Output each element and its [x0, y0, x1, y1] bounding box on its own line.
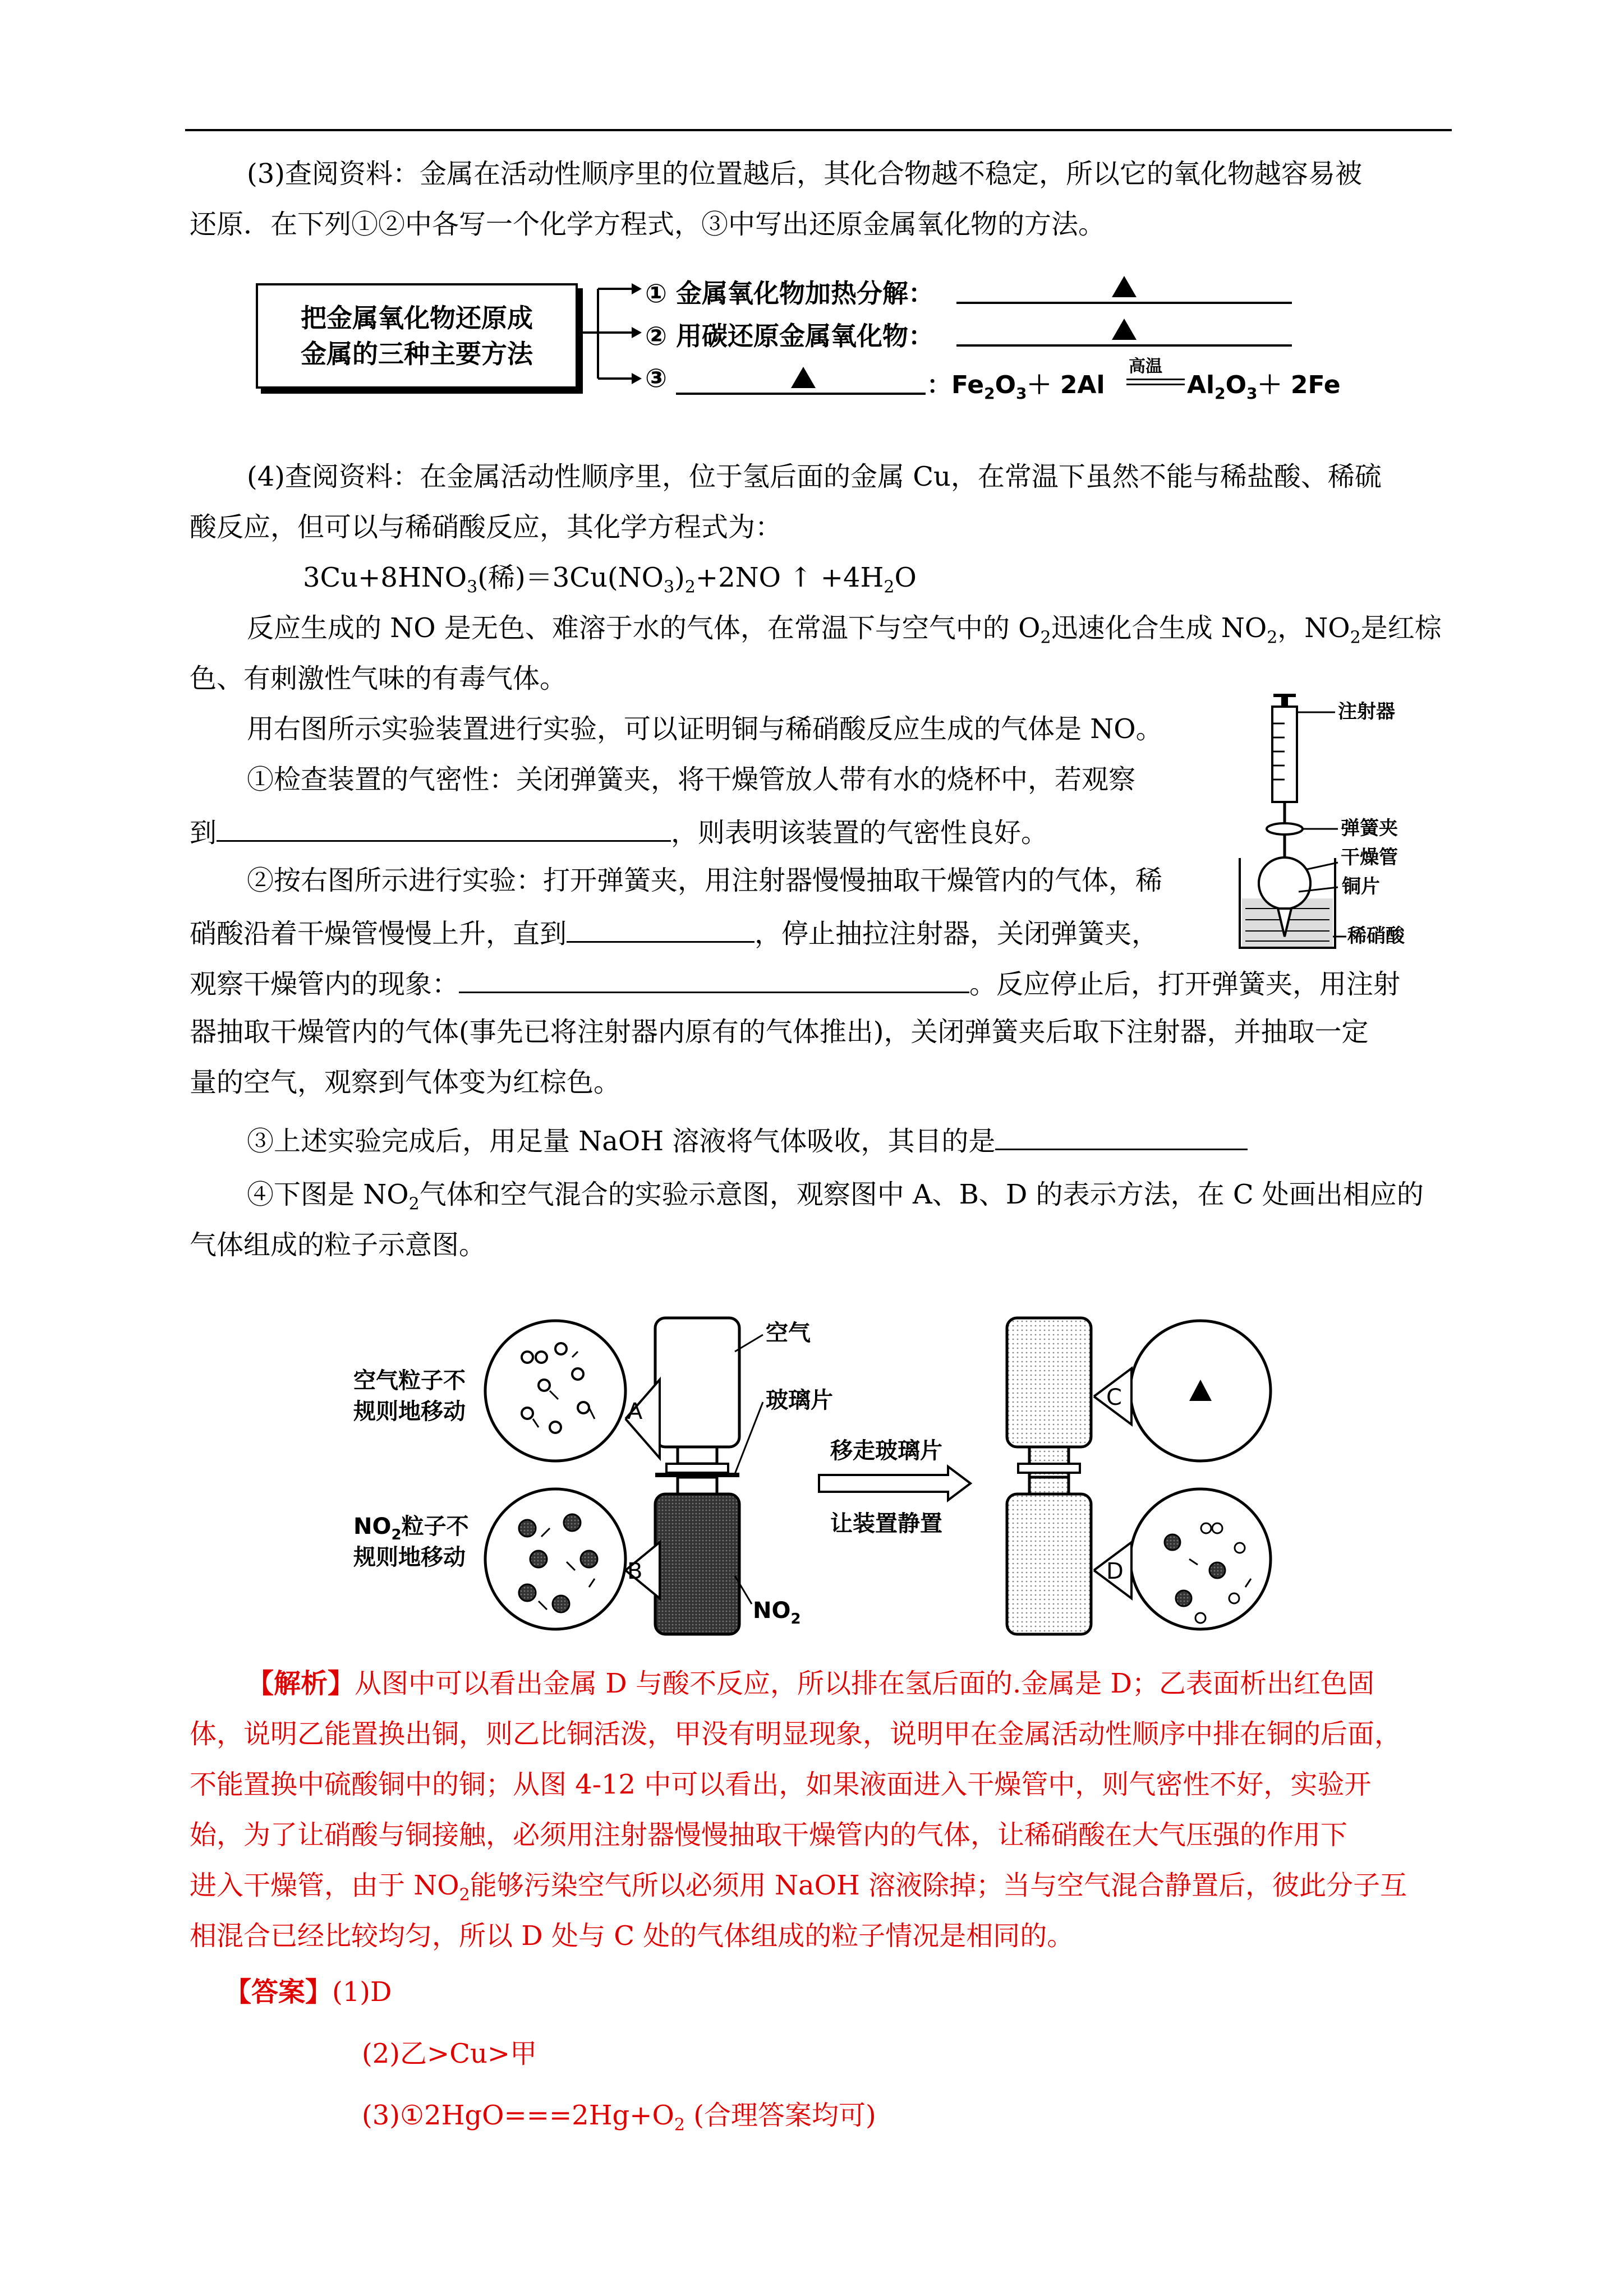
method-item3-blank: [676, 393, 926, 395]
answer-line3: $(3)①2HgO===2Hg+O_2$ (合理答案均可): [362, 2100, 876, 2135]
answer-blank-1: [217, 812, 671, 842]
q2-line5: 量的空气，观察到气体变为红棕色。: [190, 1067, 621, 1098]
arrow-icon: [819, 1467, 970, 1500]
label-b: B: [627, 1559, 643, 1584]
q4-line2: 气体组成的粒子示意图。: [190, 1229, 486, 1261]
condition-line-bottom: [1126, 384, 1185, 385]
q3-line: ③上述实验完成后，用足量 NaOH 溶液将气体吸收，其目的是: [247, 1121, 1248, 1159]
label-d: D: [1106, 1559, 1124, 1584]
air-particles-label-1: 空气粒子不: [353, 1368, 466, 1394]
header-rule: [185, 129, 1452, 131]
answer-blank-4: [995, 1121, 1248, 1150]
triangle-marker-2: [1112, 319, 1137, 340]
triangle-marker-1: [1112, 276, 1137, 297]
apparatus-figure: [1223, 690, 1459, 959]
method-box: [256, 283, 578, 389]
answer-blank-3: [459, 963, 969, 993]
label-clip: 弹簧夹: [1341, 817, 1398, 840]
answer-line2: (2)乙>Cu>甲: [362, 2038, 537, 2069]
q1-line2: 到 ，则表明该装置的气密性良好。: [190, 812, 1048, 851]
label-c: C: [1106, 1385, 1122, 1410]
move-label: 移走玻璃片: [830, 1438, 942, 1464]
air-label: 空气: [766, 1320, 811, 1346]
analysis-line4: 始，为了让硝酸与铜接触，必须用注射器慢慢抽取干燥管内的气体，让稀硝酸在大气压强的作用下: [190, 1819, 1348, 1851]
answer-blank-2: [567, 913, 755, 943]
p4-line1: (4)查阅资料：在金属活动性顺序里，位于氢后面的金属 Cu，在常温下虽然不能与稀盐酸、稀硫: [247, 461, 1382, 492]
air-bottle: [655, 1318, 739, 1447]
label-a: A: [627, 1399, 643, 1424]
exp-line: 用右图所示实验装置进行实验，可以证明铜与稀硝酸反应生成的气体是 NO。: [247, 713, 1163, 745]
analysis-line1: 【解析】从图中可以看出金属 D 与酸不反应，所以排在氢后面的.金属是 D；乙表面析出红色固: [247, 1668, 1375, 1699]
thermite-products: $Al_2O_3+ 2Fe$: [1187, 371, 1341, 403]
label-syringe: 注射器: [1338, 700, 1395, 723]
static-label: 让装置静置: [830, 1511, 942, 1537]
branch-arrows: [576, 278, 643, 390]
circle-d: [1130, 1489, 1271, 1629]
cu-hno3-equation: $3Cu+8HNO_3$(稀)$=3Cu(NO_3)_2+2NO$ ↑ $+4H_2O$: [303, 562, 917, 597]
method-item3: ③: [645, 363, 667, 393]
analysis-line2: 体，说明乙能置换出铜，则乙比铜活泼，甲没有明显现象，说明甲在金属活动性顺序中排在铜的后面，: [190, 1718, 1402, 1750]
air-particles-label-2: 规则地移动: [353, 1399, 466, 1424]
no2-label: $NO_2$: [753, 1598, 801, 1628]
q2-line1: ②按右图所示进行实验：打开弹簧夹，用注射器慢慢抽取干燥管内的气体，稀: [247, 865, 1163, 896]
q2-line4: 器抽取干燥管内的气体(事先已将注射器内原有的气体推出)，关闭弹簧夹后取下注射器，并抽取一定: [190, 1016, 1369, 1048]
q1-line1: ①检查装置的气密性：关闭弹簧夹，将干燥管放人带有水的烧杯中，若观察: [247, 764, 1136, 795]
mixed-bottle-bottom: [1007, 1494, 1091, 1634]
mixed-bottle-top: [1007, 1318, 1091, 1447]
p3-line2: 还原．在下列①②中各写一个化学方程式，③中写出还原金属氧化物的方法。: [190, 209, 1106, 240]
method-box-line1: 把金属氧化物还原成: [301, 303, 533, 333]
no-line2: 色、有刺激性气味的有毒气体。: [190, 663, 567, 694]
q2-line2: 硝酸沿着干燥管慢慢上升，直到 ，停止抽拉注射器，关闭弹簧夹，: [190, 913, 1158, 952]
mixing-figure: [348, 1307, 1301, 1643]
method-item1: ① 金属氧化物加热分解：: [645, 278, 934, 308]
q4-line1: ④下图是 $NO_2$气体和空气混合的实验示意图，观察图中 A、B、D 的表示方法，在 C 处画出相应的: [247, 1179, 1424, 1214]
no2-particles-label-1: $NO_2$粒子不: [353, 1514, 469, 1543]
analysis-tag: 【解析】: [247, 1668, 355, 1699]
p3-line1: (3)查阅资料：金属在活动性顺序里的位置越后，其化合物越不稳定，所以它的氧化物越容易被: [247, 158, 1362, 190]
analysis-line6: 相混合已经比较均匀，所以 D 处与 C 处的气体组成的粒子情况是相同的。: [190, 1920, 1074, 1952]
thermite-equation: ：$Fe_2O_3+ 2Al$: [927, 371, 1105, 403]
answer-line1: 【答案】(1)D: [224, 1976, 392, 2008]
analysis-line5: 进入干燥管，由于 $NO_2$能够污染空气所以必须用 NaOH 溶液除掉；当与空气混合静置后，彼此分子互: [190, 1870, 1407, 1905]
method-item2-blank: [956, 344, 1292, 347]
method-box-line2: 金属的三种主要方法: [301, 339, 533, 369]
label-copper: 铜片: [1342, 875, 1380, 898]
method-item2: ② 用碳还原金属氧化物：: [645, 321, 934, 351]
p4-line2: 酸反应，但可以与稀硝酸反应，其化学方程式为：: [190, 511, 783, 543]
label-tube: 干燥管: [1341, 846, 1398, 869]
condition-line-top: [1126, 379, 1185, 380]
q2-line3: 观察干燥管内的现象： 。反应停止后，打开弹簧夹，用注射: [190, 963, 1400, 1002]
no2-particles-label-2: 规则地移动: [353, 1545, 466, 1570]
answer-tag: 【答案】: [224, 1976, 333, 2008]
method-item1-blank: [956, 302, 1292, 304]
triangle-marker-3: [791, 367, 816, 388]
no-line1: 反应生成的 NO 是无色、难溶于水的气体，在常温下与空气中的 $O_2$迅速化合生成 $NO_2$，$NO_2$是红棕: [247, 612, 1442, 648]
label-acid: 稀硝酸: [1347, 925, 1405, 947]
no2-bottle: [655, 1494, 739, 1634]
glass-label: 玻璃片: [766, 1387, 833, 1413]
analysis-line3: 不能置换中硫酸铜中的铜；从图 4-12 中可以看出，如果液面进入干燥管中，则气密性不好，实验开: [190, 1769, 1372, 1800]
circle-a: [485, 1321, 625, 1461]
reaction-condition: 高温: [1129, 357, 1162, 376]
